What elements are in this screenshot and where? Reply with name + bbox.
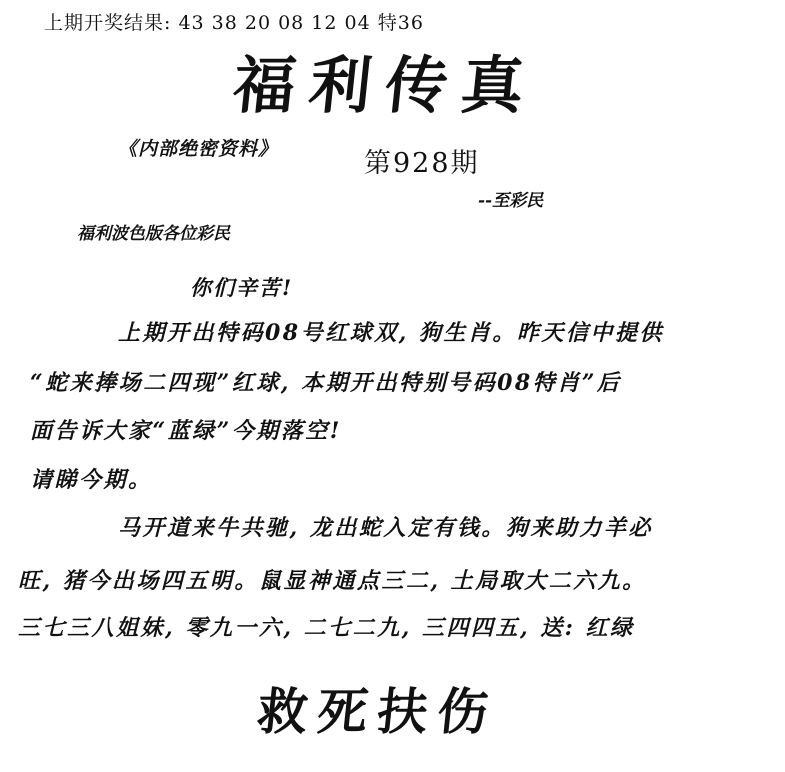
body-line: 马开道来牛共驰, 龙出蛇入定有钱。狗来助力羊必: [118, 515, 653, 541]
body-line: “蛇来捧场二四现”红球, 本期开出特别号码08特肖”后: [30, 370, 622, 396]
subtitle: 《内部绝密资料》: [118, 138, 279, 160]
body-line: 旺, 猪今出场四五明。鼠显神通点三二, 土局取大二六九。: [18, 568, 647, 594]
bottom-title: 救死扶伤: [254, 682, 501, 741]
issue-number: 第928期: [364, 148, 480, 179]
greeting: 福利波色版各位彩民: [77, 224, 230, 244]
last-result-line: 上期开奖结果: 43 38 20 08 12 04 特36: [44, 12, 424, 34]
body-line: 上期开出特码08号红球双, 狗生肖。昨天信中提供: [118, 320, 664, 346]
salute: 你们辛苦!: [190, 275, 294, 300]
main-title: 福利传真: [229, 49, 542, 122]
body-line: 三七三八姐妹, 零九一六, 二七二九, 三四四五, 送: 红绿: [18, 615, 635, 641]
signature: --至彩民: [478, 191, 544, 211]
body-line: 请睇今期。: [30, 467, 153, 493]
body-line: 面告诉大家“蓝绿”今期落空!: [30, 418, 342, 444]
